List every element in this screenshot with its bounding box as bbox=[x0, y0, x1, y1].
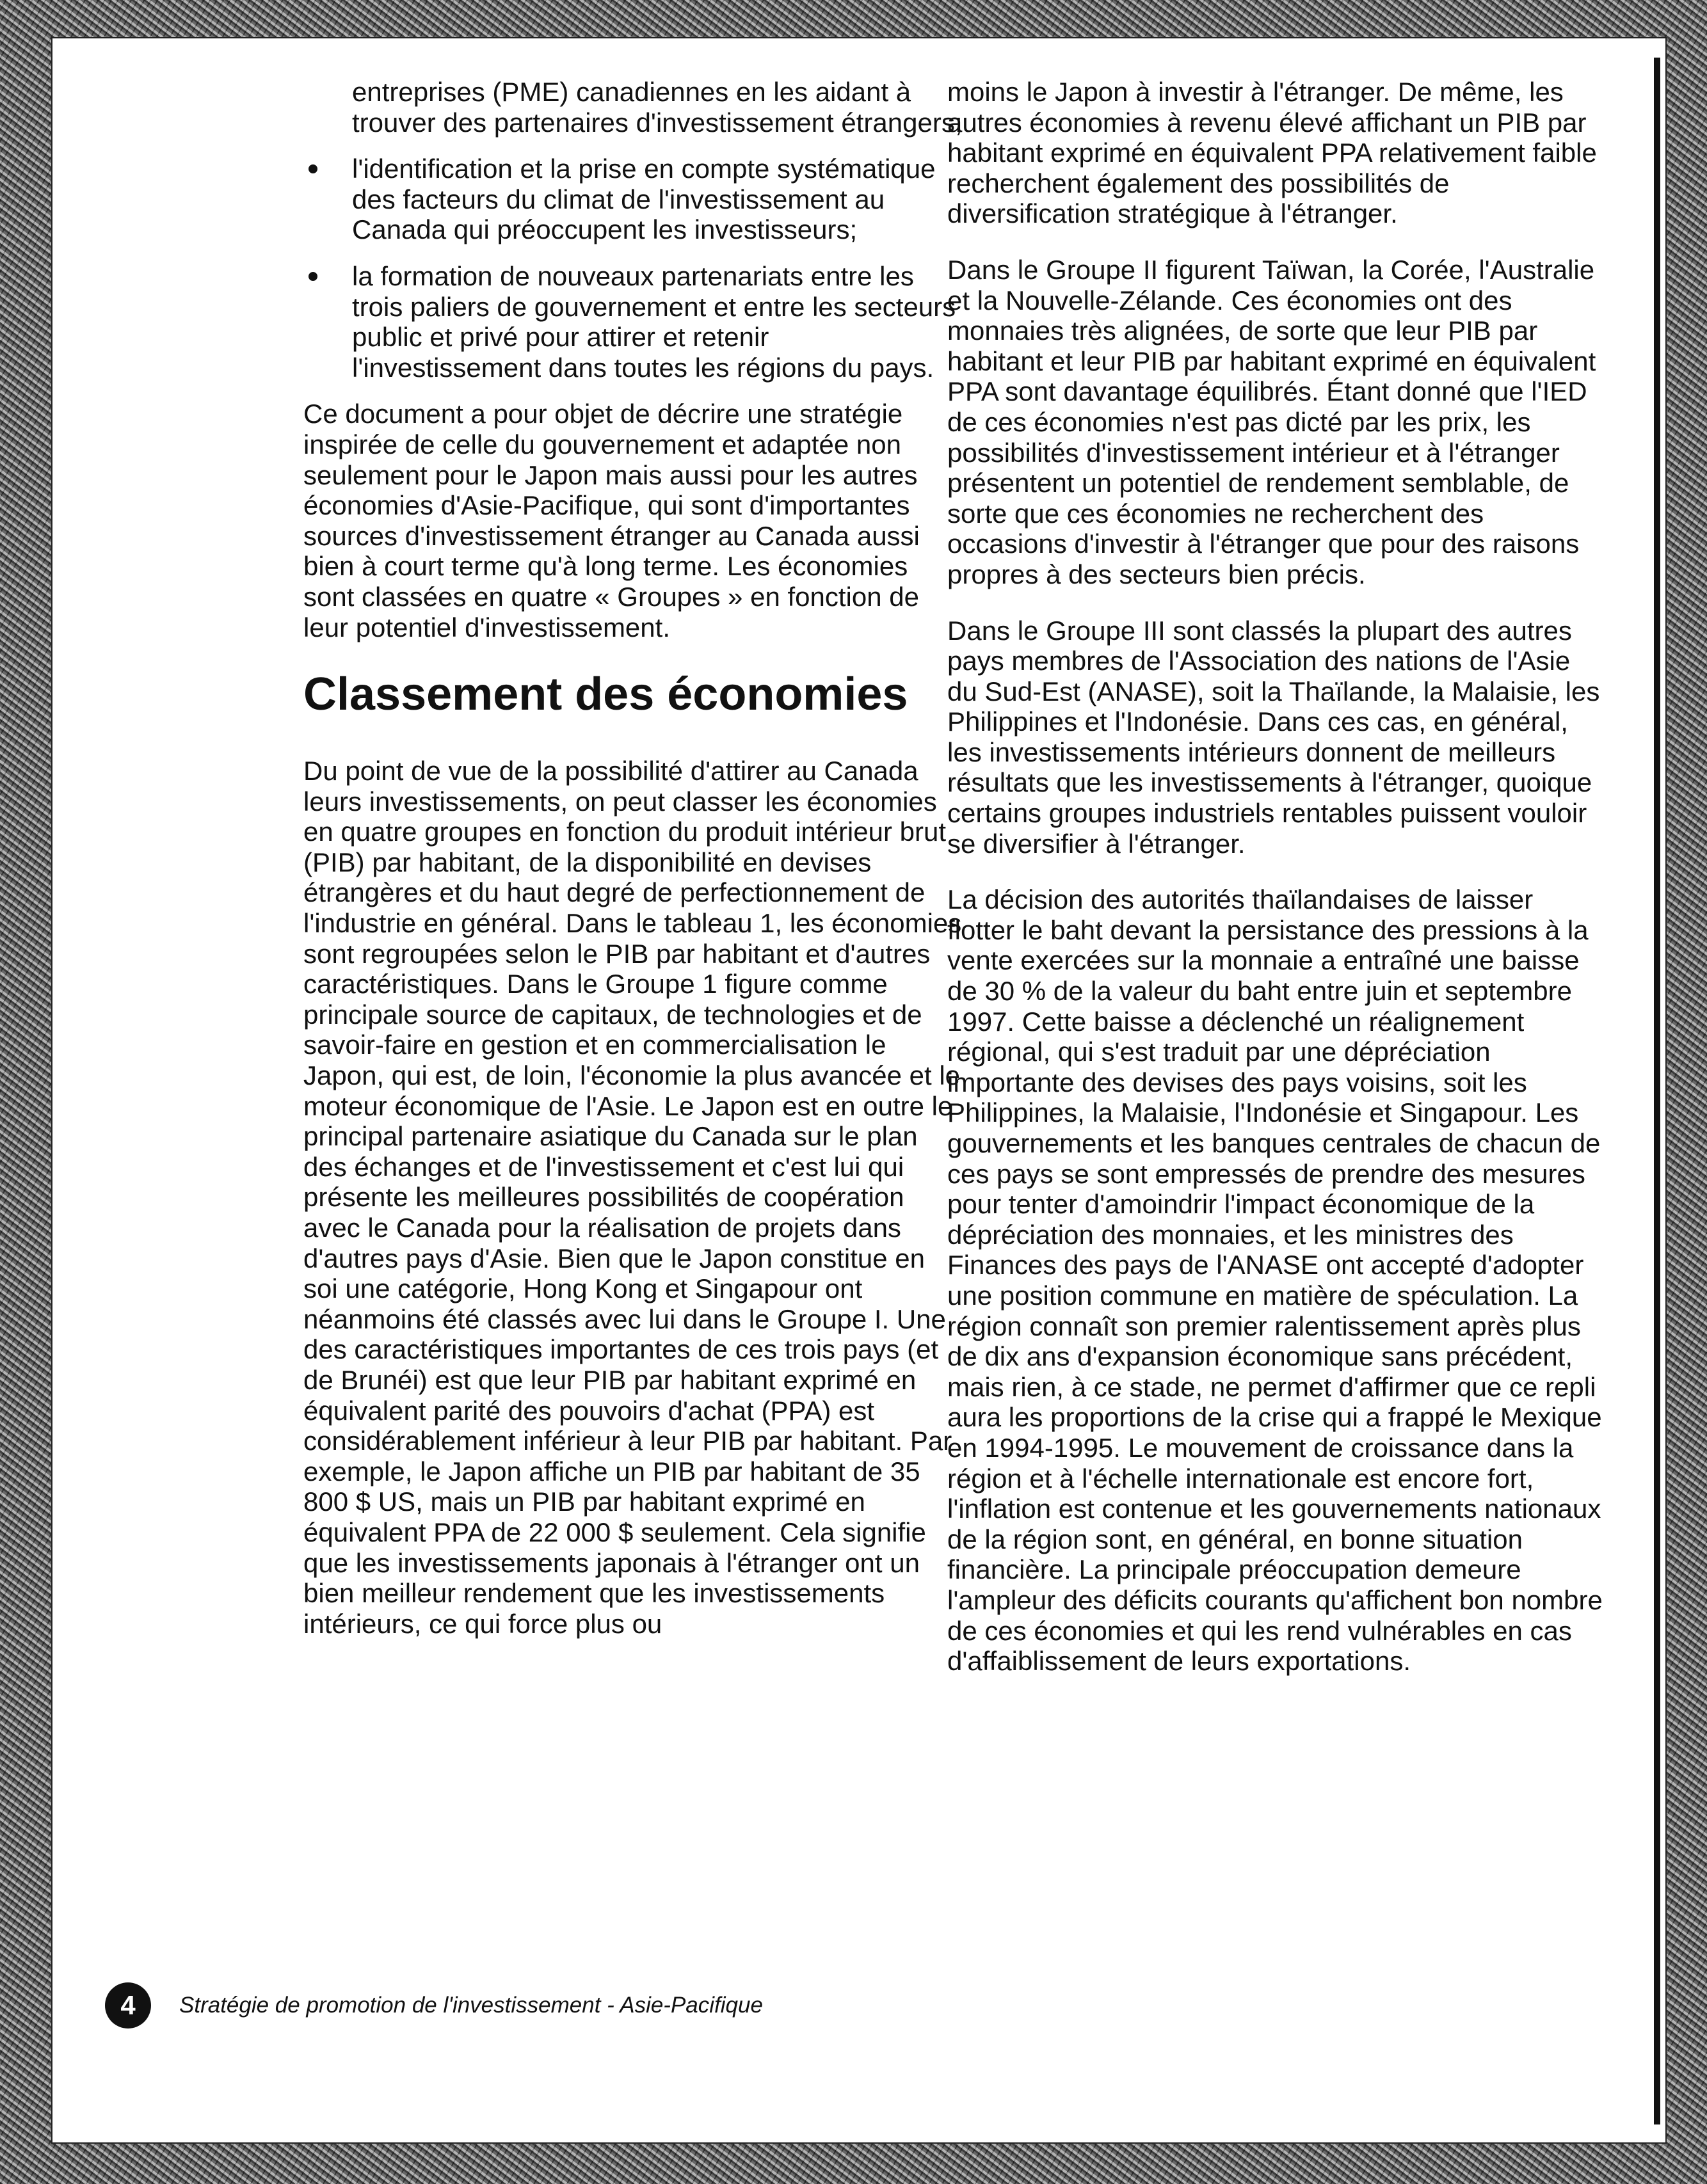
bullet-item bbox=[303, 154, 963, 245]
intro-paragraph: Ce document a pour objet de décrire une stratégie inspirée de celle du gouvernement et adaptée non seulement pour le Japon mais aussi pour les autres économies d'Asie-Pacifique, qui sont d'importantes sources d'investissement étranger au Canada aussi bien à court terme qu'à long terme. Les économies sont classées en quatre « Groupes » en fonction de leur potentiel d'investissement. bbox=[303, 399, 920, 642]
left-column bbox=[303, 77, 963, 1664]
page-edge-rule bbox=[1654, 58, 1660, 2124]
body-paragraph: La décision des autorités thaïlandaises de laisser flotter le baht devant la persistance des pressions à la vente exercées sur la monnaie a entraîné une baisse de 30 % de la valeur du baht entre juin et septembre 1997. Cette baisse a déclenché un réalignement régional, qui s'est traduit par une dépréciation importante des devises des pays voisins, soit les Philippines, la Malaisie, l'Indonésie et Singapour. Les gouvernements et les banques centrales de chacun de ces pays se sont empressés de prendre des mesures pour tenter d'amoindrir l'impact économique de la dépréciation des monnaies, et les ministres des Finances des pays de l'ANASE ont accepté d'adopter une position commune en matière de spéculation. La région connaît son premier ralentissement après plus de dix ans d'expansion économique sans précédent, mais rien, à ce stade, ne permet d'affirmer que ce repli aura les proportions de la crise qui a frappé le Mexique en 1994-1995. Le mouvement de croissance dans la région et à l'échelle internationale est encore fort, l'inflation est contenue et les gouvernements nationaux de la région sont, en général, en bonne situation financière. La principale préoccupation demeure l'ampleur des déficits courants qu'affichent bon nombre de ces économies et qui les rend vulnérables en cas d'affaiblissement de leurs exportations. bbox=[947, 884, 1603, 1677]
right-column bbox=[947, 77, 1607, 1702]
bullet-text: l'identification et la prise en compte systématique des facteurs du climat de l'investissement au Canada qui préoccupent les investisseurs; bbox=[352, 154, 936, 245]
publication-title: Stratégie de promotion de l'investissement - Asie-Pacifique bbox=[179, 1993, 763, 2018]
section-paragraph: Du point de vue de la possibilité d'attirer au Canada leurs investissements, on peut classer les économies en quatre groupes en fonction du produit intérieur brut (PIB) par habitant, de la disponibilité en devises étrangères et du haut degré de perfectionnement de l'industrie en général. Dans le tableau 1, les économies sont regroupées selon le PIB par habitant et d'autres caractéristiques. Dans le Groupe 1 figure comme principale source de capitaux, de technologies et de savoir-faire en gestion et en commercialisation le Japon, qui est, de loin, l'économie la plus avancée et le moteur économique de l'Asie. Le Japon est en outre le principal partenaire asiatique du Canada sur le plan des échanges et de l'investissement et c'est lui qui présente les meilleures possibilités de coopération avec le Canada pour la réalisation de projets dans d'autres pays d'Asie. Bien que le Japon constitue en soi une catégorie, Hong Kong et Singapour ont néanmoins été classés avec lui dans le Groupe I. Une des caractéristiques importantes de ces trois pays (et de Brunéi) est que leur PIB par habitant exprimé en équivalent parité des pouvoirs d'achat (PPA) est considérablement inférieur à leur PIB par habitant. Par exemple, le Japon affiche un PIB par habitant de 35 800 $ US, mais un PIB par habitant exprimé en équivalent PPA de 22 000 $ seulement. Cela signifie que les investissements japonais à l'étranger ont un bien meilleur rendement que les investissements intérieurs, ce qui force plus ou bbox=[303, 756, 962, 1639]
section-heading: Classement des économies bbox=[303, 669, 908, 721]
continued-list-item: entreprises (PME) canadiennes en les aidant à trouver des partenaires d'investissement étrangers; bbox=[352, 77, 963, 138]
bullet-list bbox=[303, 154, 963, 383]
bullet-icon bbox=[309, 272, 317, 281]
body-paragraph: Dans le Groupe III sont classés la plupart des autres pays membres de l'Association des nations de l'Asie du Sud-Est (ANASE), soit la Thaïlande, la Malaisie, les Philippines et l'Indonésie. Dans ces cas, en général, les investissements intérieurs donnent de meilleurs résultats que les investissements à l'étranger, quoique certains groupes industriels rentables puissent vouloir se diversifier à l'étranger. bbox=[947, 615, 1600, 859]
bullet-icon bbox=[309, 164, 317, 173]
body-paragraph: Dans le Groupe II figurent Taïwan, la Corée, l'Australie et la Nouvelle-Zélande. Ces économies ont des monnaies très alignées, de sorte que leur PIB par habitant et leur PIB par habitant exprimé en équivalent PPA sont davantage équilibrés. Étant donné que l'IED de ces économies n'est pas dicté par les prix, les possibilités d'investissement intérieur et à l'étranger présentent un potentiel de rendement semblable, de sorte que ces économies ne recherchent des occasions d'investir à l'étranger que pour des raisons propres à des secteurs bien précis. bbox=[947, 254, 1596, 589]
bullet-item bbox=[303, 261, 963, 383]
page-footer bbox=[105, 1980, 763, 2031]
body-paragraph: moins le Japon à investir à l'étranger. De même, les autres économies à revenu élevé affichant un PIB par habitant exprimé en équivalent PPA relativement faible recherchent également des possibilités de diversification stratégique à l'étranger. bbox=[947, 77, 1597, 229]
bullet-text: la formation de nouveaux partenariats entre les trois paliers de gouvernement et entre les secteurs public et privé pour attirer et retenir l'investissement dans toutes les régions du pays. bbox=[352, 260, 956, 383]
page-number-badge: 4 bbox=[105, 1982, 151, 2029]
